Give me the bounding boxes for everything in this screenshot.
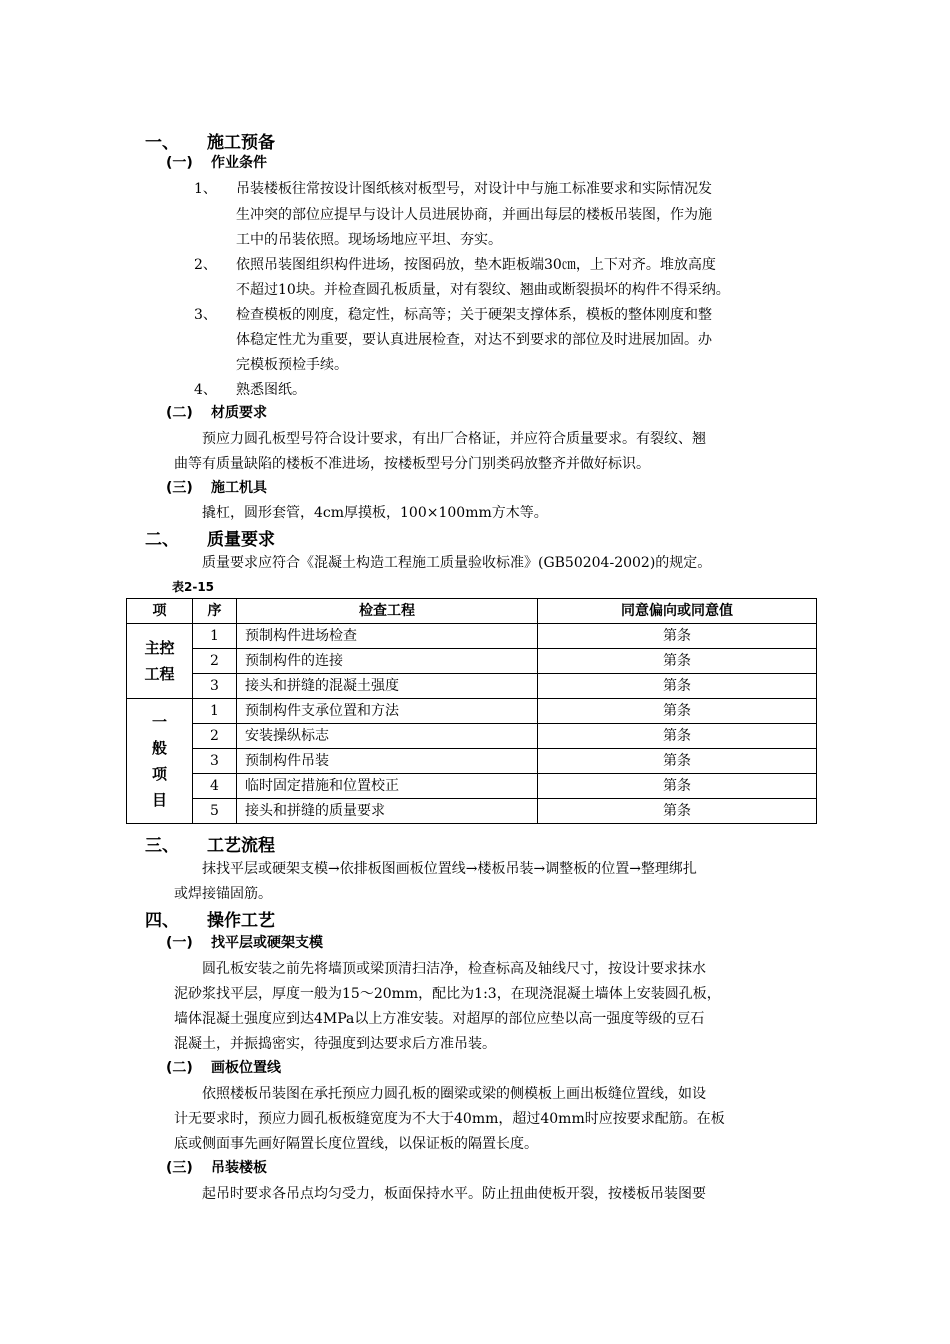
item-cell: 安装操纵标志 — [237, 724, 538, 749]
paragraph-line: 依照楼板吊装图在承托预应力圆孔板的圈梁或梁的侧模板上画出板缝位置线，如设 — [202, 1086, 706, 1102]
list-item-line: 吊装楼板往常按设计图纸核对板型号，对设计中与施工标准要求和实际情况发 — [236, 181, 712, 197]
subsection-4c-title: 吊装楼板 — [211, 1160, 267, 1176]
value-cell: 第条 — [538, 799, 817, 824]
item-cell: 接头和拼缝的质量要求 — [237, 799, 538, 824]
paragraph-line: 质量要求应符合《混凝土构造工程施工质量验收标准》(GB50204-2002)的规定。 — [202, 555, 712, 571]
section-3-title: 工艺流程 — [207, 836, 275, 856]
list-item-number: 3、 — [194, 307, 217, 323]
seq-cell: 1 — [193, 624, 237, 649]
table-header-row — [127, 599, 817, 624]
seq-cell: 2 — [193, 649, 237, 674]
seq-cell: 5 — [193, 799, 237, 824]
section-1-title: 施工预备 — [207, 133, 275, 153]
subsection-4c-number: (三) — [166, 1160, 193, 1176]
table-row — [127, 649, 817, 674]
paragraph-line: 或焊接锚固筋。 — [174, 886, 272, 902]
table-row — [127, 799, 817, 824]
subsection-4a-number: (一) — [166, 935, 193, 951]
item-cell: 预制构件吊装 — [237, 749, 538, 774]
list-item-line: 工中的吊装依照。现场场地应平坦、夯实。 — [236, 232, 502, 248]
value-cell: 第条 — [538, 749, 817, 774]
subsection-4b-number: (二) — [166, 1060, 193, 1076]
table-header-cell: 检查工程 — [237, 599, 538, 624]
table-row — [127, 624, 817, 649]
group-label-general: 一 般 项 目 — [127, 699, 193, 824]
paragraph-line: 泥砂浆找平层，厚度一般为15～20mm，配比为1:3，在现浇混凝土墙体上安装圆孔板， — [174, 986, 721, 1002]
seq-cell: 3 — [193, 674, 237, 699]
subsection-1c-number: (三) — [166, 480, 193, 496]
subsection-4b-title: 画板位置线 — [211, 1060, 281, 1076]
value-cell: 第条 — [538, 724, 817, 749]
value-cell: 第条 — [538, 674, 817, 699]
table-row — [127, 724, 817, 749]
list-item-line: 熟悉图纸。 — [236, 382, 306, 398]
list-item-line: 不超过10块。并检查圆孔板质量，对有裂纹、翘曲或断裂损坏的构件不得采纳。 — [236, 282, 730, 298]
paragraph-line: 撬杠，圆形套管，4cm厚摸板，100×100mm方木等。 — [202, 505, 548, 521]
section-1-number: 一、 — [145, 133, 179, 153]
table-row — [127, 749, 817, 774]
paragraph-line: 计无要求时，预应力圆孔板板缝宽度为不大于40mm，超过40mm时应按要求配筋。在板 — [174, 1111, 725, 1127]
seq-cell: 4 — [193, 774, 237, 799]
seq-cell: 1 — [193, 699, 237, 724]
section-4-number: 四、 — [145, 911, 179, 931]
table-header-cell: 序 — [193, 599, 237, 624]
table-caption: 表2-15 — [172, 580, 215, 594]
item-cell: 预制构件支承位置和方法 — [237, 699, 538, 724]
section-3-number: 三、 — [145, 836, 179, 856]
subsection-1b-number: (二) — [166, 405, 193, 421]
paragraph-line: 曲等有质量缺陷的楼板不准进场，按楼板型号分门别类码放整齐并做好标识。 — [174, 456, 650, 472]
list-item-line: 生冲突的部位应提早与设计人员进展协商，并画出每层的楼板吊装图，作为施 — [236, 207, 712, 223]
section-2-number: 二、 — [145, 530, 179, 550]
item-cell: 预制构件的连接 — [237, 649, 538, 674]
paragraph-line: 起吊时要求各吊点均匀受力，板面保持水平。防止扭曲使板开裂，按楼板吊装图要 — [202, 1186, 706, 1202]
list-item-line: 体稳定性尤为重要，要认真进展检查，对达不到要求的部位及时进展加固。办 — [236, 332, 712, 348]
table-row — [127, 699, 817, 724]
list-item-line: 依照吊装图组织构件进场，按图码放，垫木距板端30㎝，上下对齐。堆放高度 — [236, 257, 716, 273]
item-cell: 预制构件进场检查 — [237, 624, 538, 649]
paragraph-line: 预应力圆孔板型号符合设计要求，有出厂合格证，并应符合质量要求。有裂纹、翘 — [202, 431, 706, 447]
value-cell: 第条 — [538, 624, 817, 649]
item-cell: 接头和拼缝的混凝土强度 — [237, 674, 538, 699]
group-label-main: 主控 工程 — [127, 624, 193, 699]
item-cell: 临时固定措施和位置校正 — [237, 774, 538, 799]
seq-cell: 3 — [193, 749, 237, 774]
subsection-1b-title: 材质要求 — [211, 405, 267, 421]
list-item-number: 4、 — [194, 382, 217, 398]
value-cell: 第条 — [538, 699, 817, 724]
subsection-1a-title: 作业条件 — [211, 155, 267, 171]
subsection-4a-title: 找平层或硬架支模 — [211, 935, 323, 951]
table-row — [127, 774, 817, 799]
value-cell: 第条 — [538, 649, 817, 674]
paragraph-line: 圆孔板安装之前先将墙顶或梁顶清扫洁净，检查标高及轴线尺寸，按设计要求抹水 — [202, 961, 706, 977]
paragraph-line: 墙体混凝土强度应到达4MPa以上方准安装。对超厚的部位应垫以高一强度等级的豆石 — [174, 1011, 705, 1027]
list-item-number: 2、 — [194, 257, 217, 273]
section-2-title: 质量要求 — [207, 530, 275, 550]
paragraph-line: 抹找平层或硬架支模→依排板图画板位置线→楼板吊装→调整板的位置→整理绑扎 — [202, 861, 697, 877]
section-4-title: 操作工艺 — [207, 911, 275, 931]
value-cell: 第条 — [538, 774, 817, 799]
table-row — [127, 674, 817, 699]
subsection-1c-title: 施工机具 — [211, 480, 267, 496]
list-item-line: 完模板预检手续。 — [236, 357, 348, 373]
list-item-line: 检查模板的刚度，稳定性，标高等；关于硬架支撑体系，模板的整体刚度和整 — [236, 307, 712, 323]
paragraph-line: 混凝土，并振捣密实，待强度到达要求后方准吊装。 — [174, 1036, 496, 1052]
list-item-number: 1、 — [194, 181, 217, 197]
table-header-cell: 同意偏向或同意值 — [538, 599, 817, 624]
quality-table — [126, 598, 817, 824]
seq-cell: 2 — [193, 724, 237, 749]
table-header-cell: 项 — [127, 599, 193, 624]
paragraph-line: 底或侧面事先画好隔置长度位置线，以保证板的隔置长度。 — [174, 1136, 538, 1152]
subsection-1a-number: (一) — [166, 155, 193, 171]
